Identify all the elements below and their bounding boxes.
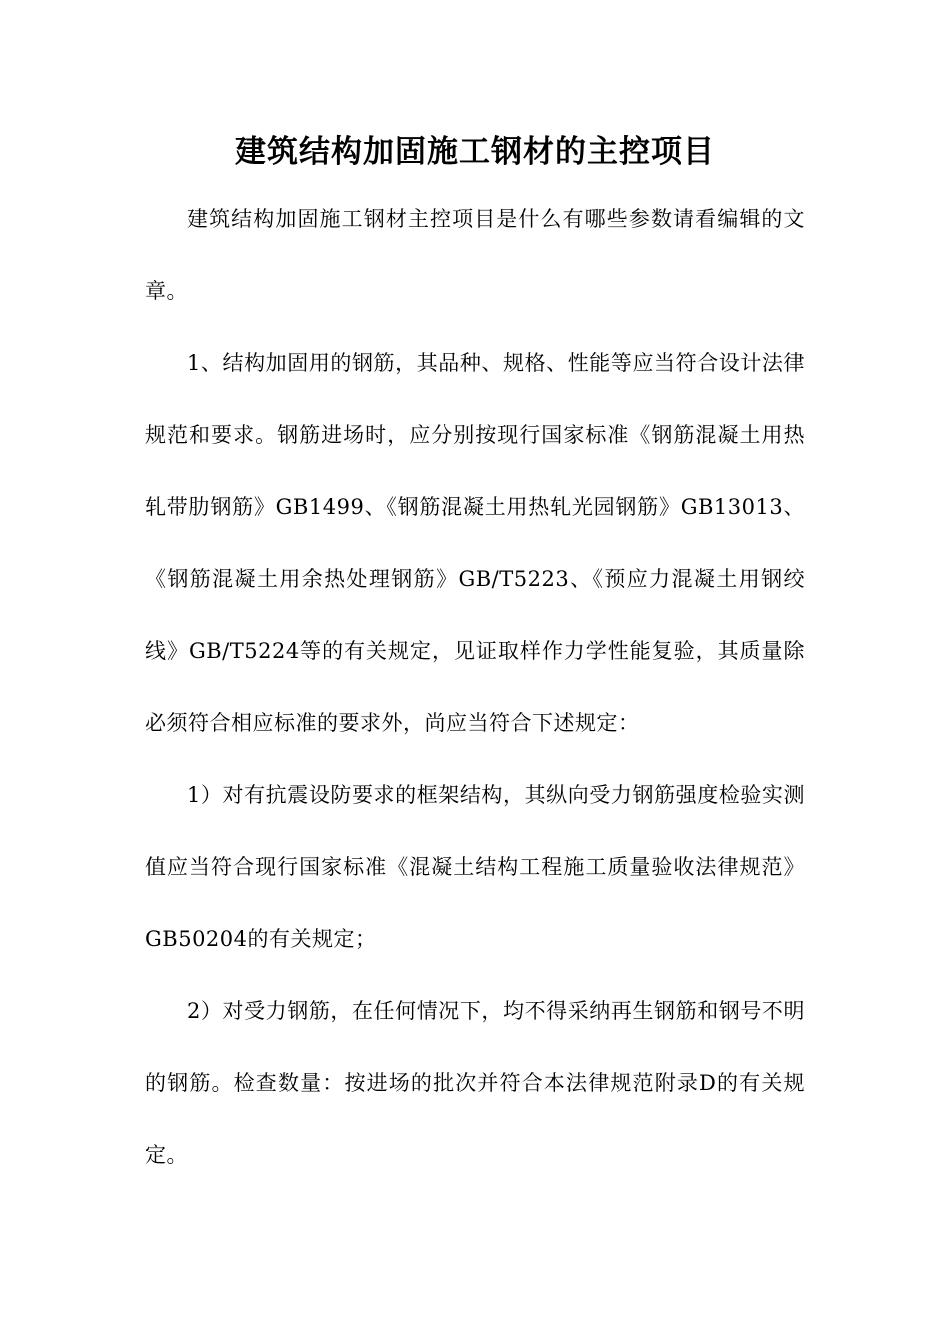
paragraph-item-1: 1、结构加固用的钢筋，其品种、规格、性能等应当符合设计法律规范和要求。钢筋进场时，应分别按现行国家标准《钢筋混凝土用热轧带肋钢筋》GB1499、《钢筋混凝土用热轧光园钢筋》GB13013、《钢筋混凝土用余热处理钢筋》GB/T5223、《预应力混凝土用钢绞线》GB/T5224等的有关规定，见证取样作力学性能复验，其质量除必须符合相应标准的要求外，尚应当符合下述规定： <box>145 351 805 735</box>
paragraph-subitem-1: 1）对有抗震设防要求的框架结构，其纵向受力钢筋强度检验实测值应当符合现行国家标准《混凝土结构工程施工质量验收法律规范》GB50204的有关规定； <box>145 783 805 951</box>
paragraph-intro: 建筑结构加固施工钢材主控项目是什么有哪些参数请看编辑的文章。 <box>145 207 805 303</box>
paragraph-subitem-2: 2）对受力钢筋，在任何情况下，均不得采纳再生钢筋和钢号不明的钢筋。检查数量：按进场的批次并符合本法律规范附录D的有关规定。 <box>145 999 805 1167</box>
document-title: 建筑结构加固施工钢材的主控项目 <box>235 134 715 170</box>
